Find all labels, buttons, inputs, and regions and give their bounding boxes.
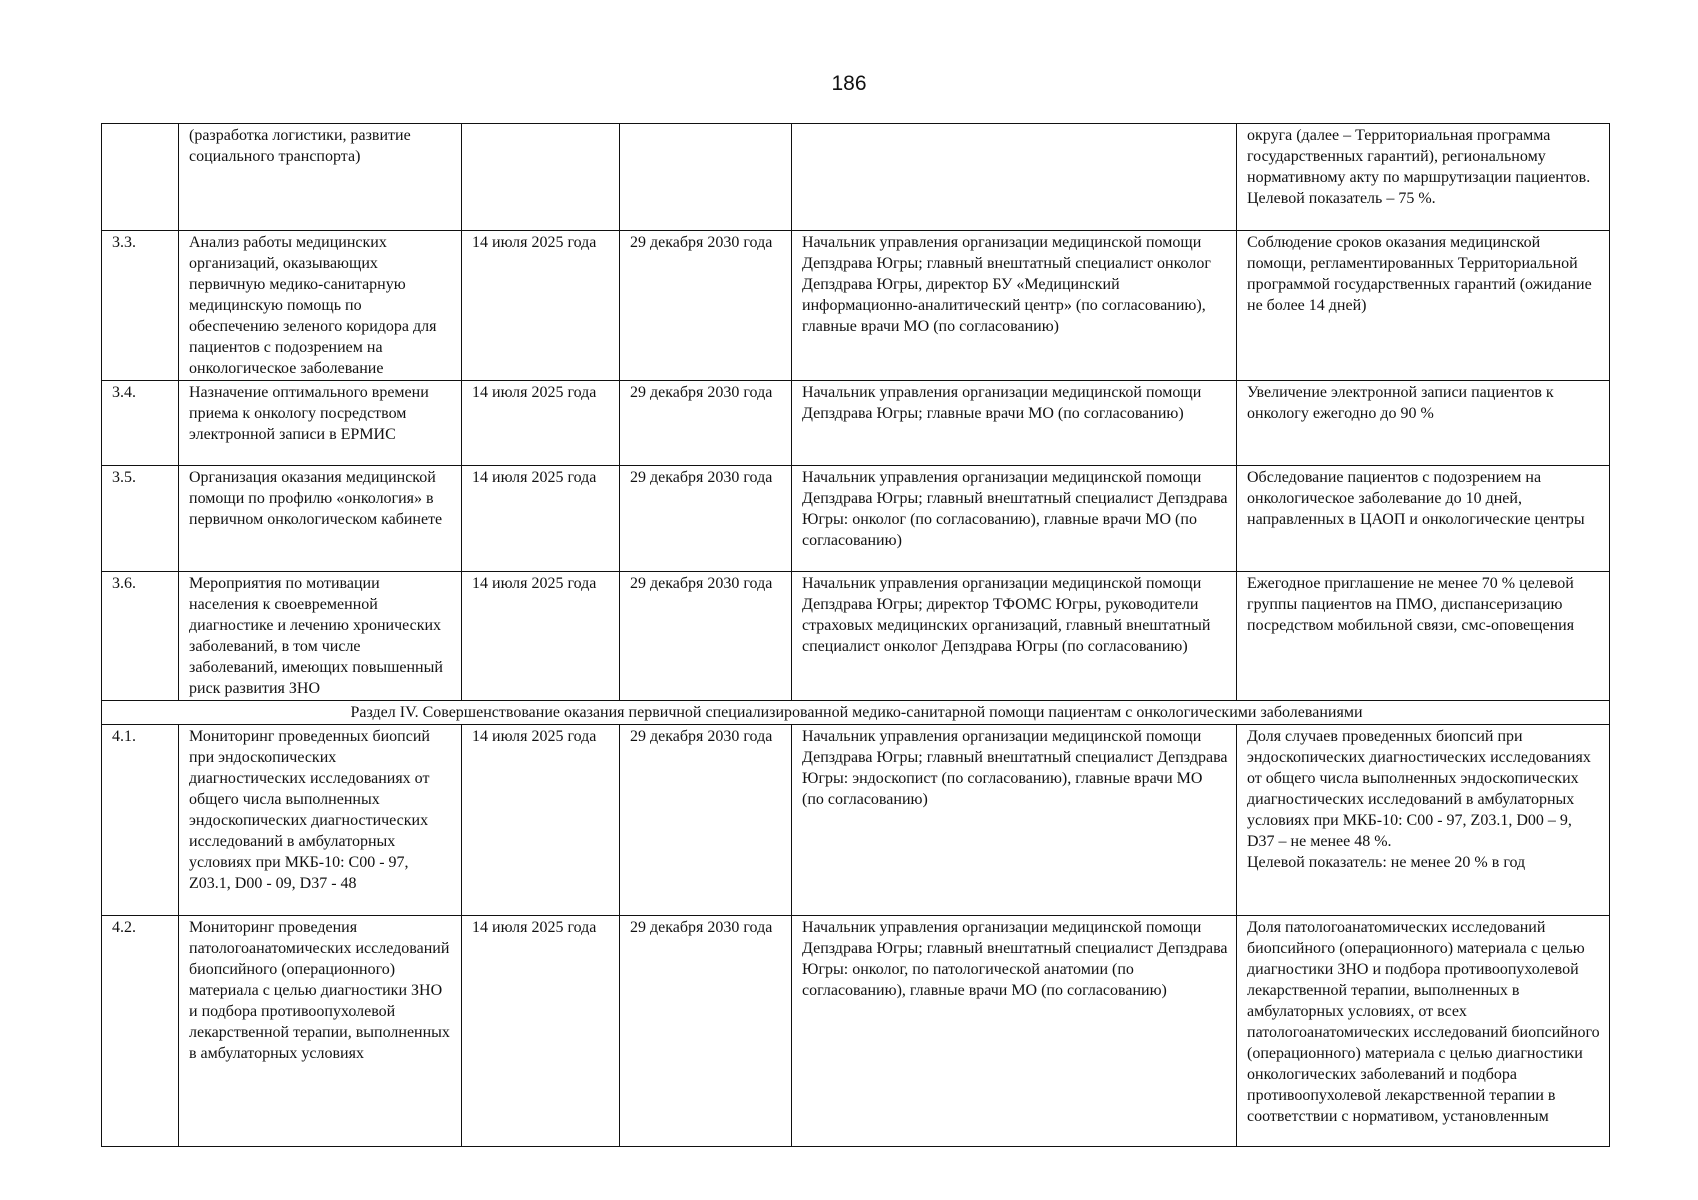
table-row xyxy=(102,381,1610,466)
table-row xyxy=(102,231,1610,381)
result-target: Целевой показатель: не менее 20 % в год xyxy=(1247,854,1526,871)
cell-responsible: Начальник управления организации медицинской помощи Депздрава Югры; главный внештатный специалист онколог Депздрава Югры, директор БУ «Медицинский информационно-аналитический центр» (по согласованию), главные врачи МО (по согласованию) xyxy=(792,231,1237,381)
cell-result: Соблюдение сроков оказания медицинской помощи, регламентированных Территориальной программой государственных гарантий (ожидание не более 14 дней) xyxy=(1237,231,1610,381)
cell-responsible: Начальник управления организации медицинской помощи Депздрава Югры; главный внештатный специалист Депздрава Югры: онколог, по патологической анатомии (по согласованию), главные врачи МО (по согласованию) xyxy=(792,916,1237,1147)
cell-end: 29 декабря 2030 года xyxy=(620,466,792,572)
cell-start: 14 июля 2025 года xyxy=(462,231,620,381)
cell-responsible: Начальник управления организации медицинской помощи Депздрава Югры; главные врачи МО (по согласованию) xyxy=(792,381,1237,466)
section-heading-row xyxy=(102,701,1610,725)
cell-end: 29 декабря 2030 года xyxy=(620,916,792,1147)
cell-end: 29 декабря 2030 года xyxy=(620,572,792,701)
cell-end: 29 декабря 2030 года xyxy=(620,725,792,916)
cell-event: Назначение оптимального времени приема к онкологу посредством электронной записи в ЕРМИС xyxy=(179,381,462,466)
cell-start: 14 июля 2025 года xyxy=(462,725,620,916)
cell-result: Обследование пациентов с подозрением на онкологическое заболевание до 10 дней, направленных в ЦАОП и онкологические центры xyxy=(1237,466,1610,572)
table-row xyxy=(102,466,1610,572)
result-text: округа (далее – Территориальная программа государственных гарантий), региональному нормативному акту по маршрутизации пациентов. xyxy=(1247,127,1591,186)
cell-start: 14 июля 2025 года xyxy=(462,381,620,466)
cell-result: Доля патологоанатомических исследований биопсийного (операционного) материала с целью диагностики ЗНО и подбора противоопухолевой лекарственной терапии, выполненных в амбулаторных условиях, от всех патологоанатомических исследований биопсийного (операционного) материала с целью диагностики онкологических заболеваний и подбора противоопухолевой лекарственной терапии в соответствии с нормативом, установленным xyxy=(1237,916,1610,1147)
result-text: Доля случаев проведенных биопсий при эндоскопических диагностических исследованиях от общего числа выполненных эндоскопических диагностических исследований в амбулаторных условиях при МКБ-10: С00 - 97, Z03.1, D00 – 9, D37 – не менее 48 %. xyxy=(1247,728,1591,850)
cell-event: Мониторинг проведенных биопсий при эндоскопических диагностических исследованиях от общего числа выполненных эндоскопических диагностических исследований в амбулаторных условиях при МКБ-10: С00 - 97, Z03.1, D00 - 09, D37 - 48 xyxy=(179,725,462,916)
cell-event: (разработка логистики, развитие социального транспорта) xyxy=(179,124,462,231)
cell-num: 3.3. xyxy=(102,231,179,381)
cell-event: Мероприятия по мотивации населения к своевременной диагностике и лечению хронических заболеваний, в том числе заболеваний, имеющих повышенный риск развития ЗНО xyxy=(179,572,462,701)
result-target: Целевой показатель – 75 %. xyxy=(1247,190,1436,207)
cell-responsible: Начальник управления организации медицинской помощи Депздрава Югры; главный внештатный специалист Депздрава Югры: эндоскопист (по согласованию), главные врачи МО (по согласованию) xyxy=(792,725,1237,916)
page-number: 186 xyxy=(831,72,867,95)
cell-event: Мониторинг проведения патологоанатомических исследований биопсийного (операционного) материала с целью диагностики ЗНО и подбора противоопухолевой лекарственной терапии, выполненных в амбулаторных условиях xyxy=(179,916,462,1147)
cell-responsible: Начальник управления организации медицинской помощи Депздрава Югры; главный внештатный специалист Депздрава Югры: онколог (по согласованию), главные врачи МО (по согласованию) xyxy=(792,466,1237,572)
cell-event: Анализ работы медицинских организаций, оказывающих первичную медико-санитарную медицинскую помощь по обеспечению зеленого коридора для пациентов с подозрением на онкологическое заболевание xyxy=(179,231,462,381)
cell-event: Организация оказания медицинской помощи по профилю «онкология» в первичном онкологическом кабинете xyxy=(179,466,462,572)
cell-num: 4.2. xyxy=(102,916,179,1147)
table-row xyxy=(102,916,1610,1147)
section-iv-title: Раздел IV. Совершенствование оказания первичной специализированной медико-санитарной помощи пациентам с онкологическими заболеваниями xyxy=(102,701,1610,725)
cell-end xyxy=(620,124,792,231)
table-row xyxy=(102,572,1610,701)
cell-end: 29 декабря 2030 года xyxy=(620,381,792,466)
cell-num: 4.1. xyxy=(102,725,179,916)
cell-result: Увеличение электронной записи пациентов к онкологу ежегодно до 90 % xyxy=(1237,381,1610,466)
cell-num: 3.6. xyxy=(102,572,179,701)
cell-responsible xyxy=(792,124,1237,231)
cell-num: 3.4. xyxy=(102,381,179,466)
cell-responsible: Начальник управления организации медицинской помощи Депздрава Югры; директор ТФОМС Югры, руководители страховых медицинских организаций, главный внештатный специалист онколог Депздрава Югры (по согласованию) xyxy=(792,572,1237,701)
cell-start: 14 июля 2025 года xyxy=(462,466,620,572)
cell-end: 29 декабря 2030 года xyxy=(620,231,792,381)
cell-result: Ежегодное приглашение не менее 70 % целевой группы пациентов на ПМО, диспансеризацию посредством мобильной связи, смс-оповещения xyxy=(1237,572,1610,701)
cell-start: 14 июля 2025 года xyxy=(462,916,620,1147)
cell-num: 3.5. xyxy=(102,466,179,572)
table-row xyxy=(102,725,1610,916)
cell-num xyxy=(102,124,179,231)
cell-result xyxy=(1237,725,1610,916)
activity-plan-table xyxy=(101,123,1610,1147)
table-row-continuation xyxy=(102,124,1610,231)
cell-start: 14 июля 2025 года xyxy=(462,572,620,701)
cell-start xyxy=(462,124,620,231)
cell-result xyxy=(1237,124,1610,231)
